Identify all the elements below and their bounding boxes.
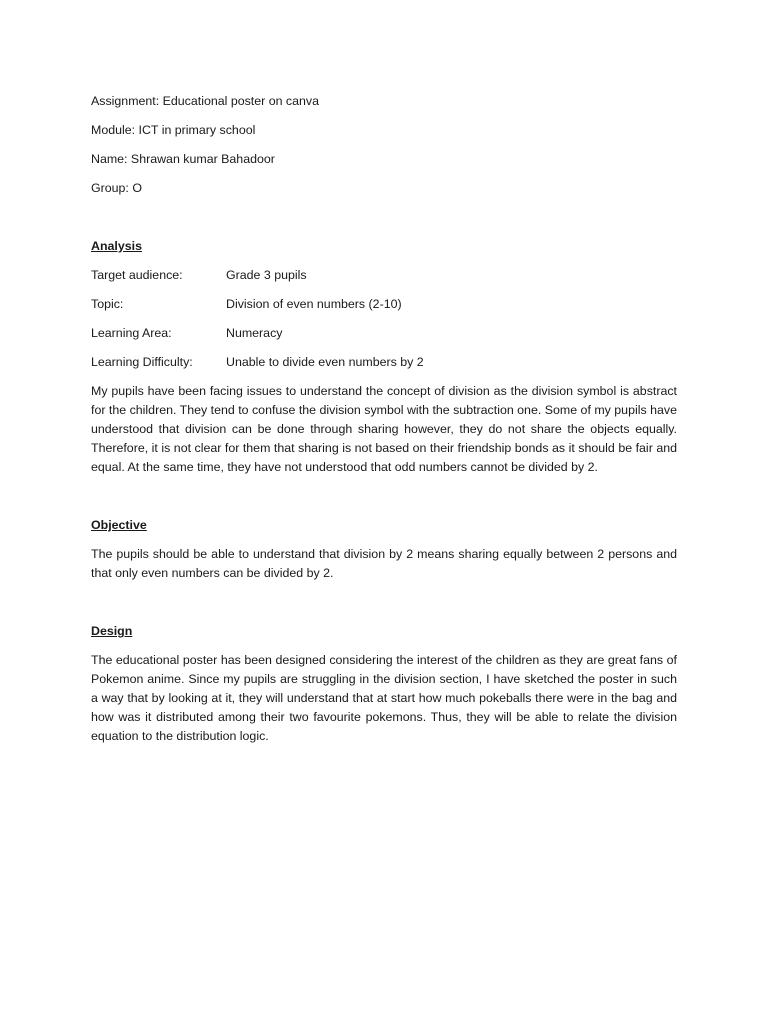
spacer xyxy=(91,487,677,516)
design-heading: Design xyxy=(91,624,133,638)
spacer xyxy=(91,208,677,237)
name-line: Name: Shrawan kumar Bahadoor xyxy=(91,152,275,166)
analysis-label: Target audience: xyxy=(91,268,183,282)
module-line: Module: ICT in primary school xyxy=(91,123,256,137)
objective-paragraph: The pupils should be able to understand that division by 2 means sharing equally between 2 persons and that only even numbers can be divided by 2. xyxy=(91,547,677,580)
analysis-value: Grade 3 pupils xyxy=(226,268,307,282)
analysis-heading: Analysis xyxy=(91,239,142,253)
analysis-label: Learning Area: xyxy=(91,326,172,340)
group-line: Group: O xyxy=(91,181,142,195)
analysis-row-learning-difficulty xyxy=(91,353,677,372)
analysis-label: Learning Difficulty: xyxy=(91,355,193,369)
document-page xyxy=(91,92,677,756)
assignment-line: Assignment: Educational poster on canva xyxy=(91,94,319,108)
objective-heading: Objective xyxy=(91,518,147,532)
analysis-row-target-audience xyxy=(91,266,677,285)
analysis-row-topic xyxy=(91,295,677,314)
analysis-value: Unable to divide even numbers by 2 xyxy=(226,355,424,369)
analysis-label: Topic: xyxy=(91,297,124,311)
analysis-value: Division of even numbers (2-10) xyxy=(226,297,402,311)
analysis-paragraph: My pupils have been facing issues to understand the concept of division as the division symbol is abstract for the children. They tend to confuse the division symbol with the subtraction one. Some of my pupils have understood that division can be done through sharing however, they do not share the objects equally. Therefore, it is not clear for them that sharing is not based on their friendship bonds as it should be fair and equal. At the same time, they have not understood that odd numbers cannot be divided by 2. xyxy=(91,384,677,474)
analysis-row-learning-area xyxy=(91,324,677,343)
design-paragraph: The educational poster has been designed considering the interest of the children as they are great fans of Pokemon anime. Since my pupils are struggling in the division section, I have sketched the poster in such a way that by looking at it, they will understand that at start how much pokeballs there were in the bag and how was it distributed among their two favourite pokemons. Thus, they will be able to relate the division equation to the distribution logic. xyxy=(91,653,677,743)
spacer xyxy=(91,593,677,622)
analysis-value: Numeracy xyxy=(226,326,283,340)
